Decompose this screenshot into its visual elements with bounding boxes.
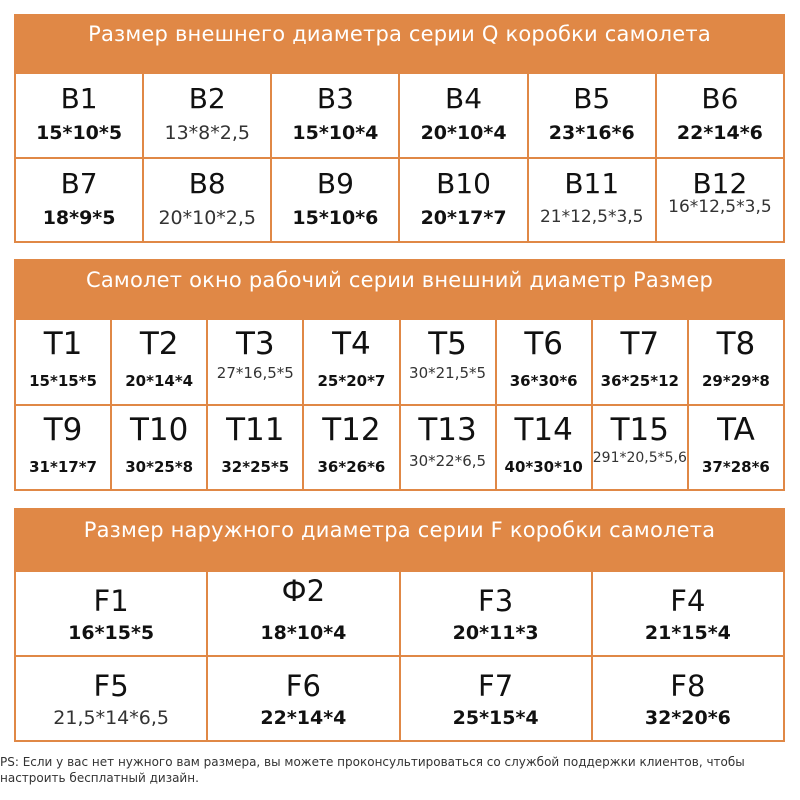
q-series-title: Размер внешнего диаметра серии Q коробки самолета: [88, 22, 711, 46]
size-cell: [401, 320, 495, 404]
size-code: F4: [670, 584, 706, 618]
size-value: 15*15*5: [29, 372, 97, 390]
size-code: B7: [60, 166, 98, 200]
size-cell: [400, 159, 526, 242]
t-series-section: [14, 259, 785, 491]
size-code: T6: [524, 326, 564, 362]
size-cell: [529, 159, 655, 242]
size-cell: [593, 572, 783, 655]
size-cell: [401, 406, 495, 490]
size-value: 16*15*5: [68, 622, 155, 644]
size-cell: [689, 406, 783, 490]
t-series-title: Самолет окно рабочий серии внешний диаметр Размер: [86, 268, 713, 292]
size-code: B8: [188, 166, 226, 200]
size-code: B6: [701, 82, 739, 115]
size-cell: [593, 657, 783, 740]
size-value: 20*10*2,5: [158, 206, 257, 229]
size-cell: [497, 406, 591, 490]
size-cell: [304, 406, 398, 490]
size-code: T11: [226, 411, 285, 448]
size-value: 15*10*4: [292, 122, 379, 144]
size-code: B9: [316, 166, 354, 200]
size-cell: [208, 320, 302, 404]
size-value: 20*11*3: [452, 622, 539, 644]
size-value: 20*14*4: [125, 372, 194, 390]
size-cell: [497, 320, 591, 404]
size-cell: [112, 406, 206, 490]
size-cell: [16, 74, 142, 157]
size-code: T4: [332, 326, 371, 362]
t-series-grid: [16, 320, 783, 489]
size-value: 15*10*5: [36, 122, 123, 144]
size-value: 32*20*6: [644, 707, 731, 729]
size-value: 18*9*5: [42, 206, 116, 229]
q-series-grid: [16, 74, 783, 241]
size-cell: [657, 159, 783, 242]
size-code: T3: [235, 326, 275, 362]
size-value: 23*16*6: [548, 122, 635, 144]
size-value: 21,5*14*6,5: [53, 707, 169, 729]
size-cell: [208, 406, 302, 490]
size-cell: [16, 572, 206, 655]
size-code: B10: [436, 166, 491, 200]
size-code: B12: [692, 166, 748, 200]
size-value: 291*20,5*5,6: [592, 449, 687, 466]
size-code: T8: [716, 326, 756, 362]
size-cell: [529, 74, 655, 157]
f-series-section: [14, 508, 785, 742]
size-value: 36*25*12: [600, 372, 679, 390]
size-cell: [272, 159, 398, 242]
size-value: 29*29*8: [702, 372, 770, 390]
size-code: Ф2: [281, 574, 326, 608]
size-cell: [593, 320, 687, 404]
size-cell: [401, 572, 591, 655]
size-value: 31*17*7: [29, 457, 97, 476]
size-cell: [657, 74, 783, 157]
size-value: 27*16,5*5: [216, 364, 294, 382]
size-value: 30*22*6,5: [409, 451, 487, 470]
size-cell: [16, 657, 206, 740]
size-cell: [593, 406, 687, 490]
f-series-grid: [16, 572, 783, 740]
q-series-section: [14, 14, 785, 243]
size-cell: [144, 74, 270, 157]
size-code: B3: [316, 82, 354, 115]
size-value: 40*30*10: [504, 457, 583, 476]
f-series-title: Размер наружного диаметра серии F коробки самолета: [83, 518, 716, 542]
size-code: T13: [418, 411, 477, 448]
size-value: 32*25*5: [221, 457, 290, 476]
size-cell: [304, 320, 398, 404]
size-code: F7: [478, 669, 514, 703]
size-code: T10: [129, 411, 189, 448]
size-cell: [144, 159, 270, 242]
size-cell: [16, 159, 142, 242]
size-code: T9: [43, 411, 83, 448]
size-cell: [112, 320, 206, 404]
footer-note: PS: Если у вас нет нужного вам размера, вы можете проконсультироваться со службой поддержки клиентов, чтобы настроить бесплатный дизайн.: [0, 755, 745, 785]
size-code: T7: [620, 326, 660, 362]
size-code: F3: [478, 584, 514, 618]
size-code: T2: [139, 326, 179, 362]
size-value: 36*30*6: [509, 372, 578, 390]
size-value: 16*12,5*3,5: [668, 196, 772, 217]
size-code: T5: [428, 326, 467, 362]
size-value: 36*26*6: [317, 457, 386, 476]
size-cell: [272, 74, 398, 157]
size-code: T1: [43, 326, 83, 362]
size-value: 13*8*2,5: [164, 122, 250, 144]
size-code: F5: [93, 669, 129, 703]
size-code: F8: [670, 669, 706, 703]
size-value: 21*15*4: [644, 622, 731, 644]
size-value: 22*14*4: [260, 707, 347, 729]
size-code: T15: [610, 411, 669, 448]
size-value: 21*12,5*3,5: [539, 206, 644, 227]
size-value: 25*15*4: [452, 707, 539, 729]
size-cell: [16, 406, 110, 490]
size-code: B2: [188, 82, 226, 115]
size-code: B11: [564, 166, 620, 200]
size-cell: [689, 320, 783, 404]
size-value: 30*21,5*5: [409, 364, 487, 382]
size-value: 20*10*4: [420, 122, 507, 144]
size-code: TA: [717, 411, 755, 448]
size-value: 25*20*7: [317, 372, 386, 390]
size-code: T14: [514, 411, 573, 448]
size-code: B5: [573, 82, 611, 115]
size-value: 20*17*7: [420, 206, 507, 229]
size-cell: [400, 74, 526, 157]
size-code: B1: [60, 82, 98, 115]
size-cell: [401, 657, 591, 740]
size-value: 18*10*4: [260, 622, 347, 644]
size-code: B4: [445, 82, 483, 115]
size-cell: [208, 657, 398, 740]
size-code: F1: [93, 584, 129, 618]
size-code: T12: [322, 411, 381, 448]
size-value: 30*25*8: [125, 457, 194, 476]
size-cell: [208, 572, 398, 655]
size-cell: [16, 320, 110, 404]
size-code: F6: [285, 669, 321, 703]
size-value: 15*10*6: [292, 206, 379, 229]
size-value: 22*14*6: [676, 122, 763, 144]
size-value: 37*28*6: [702, 457, 770, 476]
